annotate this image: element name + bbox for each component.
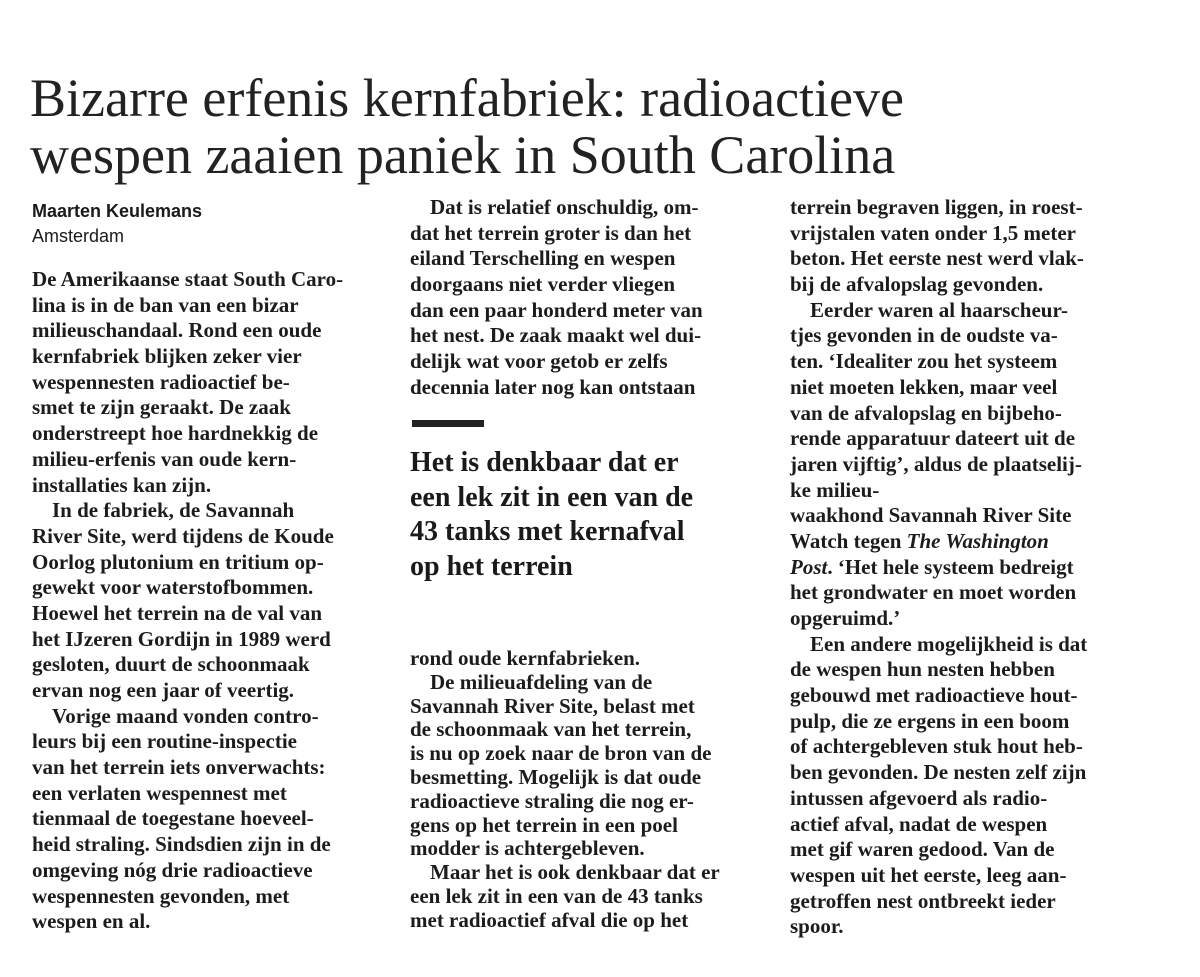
- text-line: [32, 678, 343, 704]
- text-line: [32, 832, 343, 858]
- text-line: [790, 375, 1087, 401]
- text-line-content: eiland Terschelling en wespen: [410, 246, 676, 271]
- text-line: [32, 652, 343, 678]
- text-line: [410, 790, 720, 814]
- text-line-content: Watch tegen: [790, 528, 907, 553]
- text-line-content: milieu-erfenis van oude kern-: [32, 446, 297, 471]
- text-line-content: niet moeten lekken, maar veel: [790, 374, 1058, 399]
- text-line-content: terrein begraven liggen, in roest-: [790, 195, 1083, 219]
- italic-title: The Washington: [906, 528, 1049, 553]
- text-line: [410, 695, 720, 719]
- text-line-content: Savannah River Site, belast met: [410, 693, 695, 718]
- text-line: [410, 718, 720, 742]
- text-line-content: spoor.: [790, 914, 844, 939]
- text-line-content: opgeruimd.’: [790, 606, 901, 630]
- text-line-content: waakhond Savannah River Site: [790, 503, 1072, 528]
- text-line: [32, 550, 343, 576]
- text-line: [410, 671, 720, 695]
- text-line-content: een lek zit in een van de 43 tanks: [410, 883, 703, 908]
- text-line-content: wespen en al.: [32, 909, 151, 934]
- text-line-content: De milieuafdeling van de: [430, 669, 653, 694]
- headline: [30, 70, 904, 184]
- text-line: [790, 683, 1087, 709]
- text-line: [790, 246, 1087, 272]
- text-line-content: Een andere mogelijkheid is dat: [810, 631, 1088, 656]
- text-line: [410, 272, 703, 298]
- text-line: [410, 221, 703, 247]
- text-line: [790, 221, 1087, 247]
- text-line-content: Vorige maand vonden contro-: [52, 703, 319, 728]
- text-line-content: wespennesten gevonden, met: [32, 883, 290, 908]
- text-line-content: rende apparatuur dateert uit de: [790, 426, 1076, 451]
- article-column-3: [790, 195, 1087, 940]
- text-line: [32, 884, 343, 910]
- text-line-content: ke milieu-: [790, 477, 880, 502]
- text-line-content: River Site, werd tijdens de Koude: [32, 523, 334, 548]
- text-line: [790, 555, 1087, 581]
- article-column-1: [32, 267, 343, 935]
- text-line-content: jaren vijftig’, aldus de plaatselij-: [790, 451, 1082, 476]
- text-line-content: bij de afvalopslag gevonden.: [790, 272, 1044, 297]
- text-line: [790, 734, 1087, 760]
- text-line: [410, 861, 720, 885]
- text-line: [790, 914, 1087, 940]
- text-line: [32, 704, 343, 730]
- text-line: [790, 657, 1087, 683]
- text-line: [410, 909, 720, 933]
- text-line: [32, 473, 343, 499]
- text-line: [790, 452, 1087, 478]
- text-line: [790, 478, 1087, 504]
- text-line-content: van het terrein iets onverwachts:: [32, 755, 326, 780]
- text-line-content: actief afval, nadat de wespen: [790, 811, 1048, 836]
- text-line: [790, 195, 1087, 221]
- text-line: [790, 580, 1087, 606]
- text-line: [410, 814, 720, 838]
- text-line-content: getroffen nest ontbreekt ieder: [790, 888, 1056, 913]
- pull-quote-rule: [412, 420, 484, 427]
- text-line-content: delijk wat voor getob er zelfs: [410, 349, 668, 374]
- text-line: [32, 447, 343, 473]
- text-line: [32, 267, 343, 293]
- text-line-content: gens op het terrein in een poel: [410, 812, 678, 837]
- text-line-content: een verlaten wespennest met: [32, 780, 287, 805]
- text-line-content: pulp, die ze ergens in een boom: [790, 708, 1070, 733]
- text-line: [790, 632, 1087, 658]
- text-line: [32, 421, 343, 447]
- text-line: [790, 272, 1087, 298]
- text-line: [32, 858, 343, 884]
- text-line-content: dat het terrein groter is dan het: [410, 220, 692, 245]
- text-line-content: van de afvalopslag en bijbeho-: [790, 400, 1062, 425]
- text-line: [32, 344, 343, 370]
- text-line: [410, 298, 703, 324]
- text-line: [790, 786, 1087, 812]
- text-line-content: wespennesten radioactief be-: [32, 369, 290, 394]
- text-line-content: doorgaans niet verder vliegen: [410, 272, 676, 297]
- text-line-content: rond oude kernfabrieken.: [410, 646, 641, 670]
- text-line-content: ten. ‘Idealiter zou het systeem: [790, 349, 1058, 374]
- text-line-content: De Amerikaanse staat South Caro-: [32, 267, 344, 291]
- text-line-content: vrijstalen vaten onder 1,5 meter: [790, 220, 1076, 245]
- text-line: [410, 647, 720, 671]
- text-line: [790, 323, 1087, 349]
- text-line-content: de wespen hun nesten hebben: [790, 657, 1055, 682]
- text-line-content: gewekt voor waterstofbommen.: [32, 575, 314, 600]
- text-line: [410, 323, 703, 349]
- text-line-content: Oorlog plutonium en tritium op-: [32, 549, 324, 574]
- text-line: [32, 524, 343, 550]
- text-line-content: Maar het is ook denkbaar dat er: [430, 860, 720, 885]
- text-line: [410, 766, 720, 790]
- text-line: [410, 246, 703, 272]
- headline-line-2: wespen zaaien paniek in South Carolina: [30, 125, 896, 186]
- text-line: [790, 837, 1087, 863]
- text-line-content: met radioactief afval die op het: [410, 907, 689, 932]
- text-line-content: het IJzeren Gordijn in 1989 werd: [32, 626, 331, 651]
- article-column-2-bottom: [410, 647, 720, 933]
- author-name: Maarten Keulemans: [32, 201, 203, 221]
- text-line-content: gebouwd met radioactieve hout-: [790, 683, 1078, 708]
- text-line-content: . ‘Het hele systeem bedreigt: [827, 554, 1074, 579]
- text-line-content: tienmaal de toegestane hoeveel-: [32, 806, 314, 831]
- text-line-content: het grondwater en moet worden: [790, 580, 1077, 605]
- text-line: [790, 349, 1087, 375]
- text-line-content: In de fabriek, de Savannah: [52, 498, 295, 523]
- text-line-content: milieuschandaal. Rond een oude: [32, 318, 322, 343]
- text-line-content: dan een paar honderd meter van: [410, 297, 703, 322]
- article-column-2-top: [410, 195, 703, 401]
- text-line: [32, 293, 343, 319]
- headline-line-1: Bizarre erfenis kernfabriek: radioactieve: [30, 68, 904, 129]
- text-line-content: ervan nog een jaar of veertig.: [32, 678, 295, 702]
- text-line: [32, 575, 343, 601]
- text-line-content: modder is achtergebleven.: [410, 836, 645, 861]
- text-line: [790, 401, 1087, 427]
- pull-quote-line: 43 tanks met kernafval: [410, 516, 685, 547]
- text-line-content: kernfabriek blijken zeker vier: [32, 344, 302, 369]
- text-line: [790, 606, 1087, 632]
- text-line-content: smet te zijn geraakt. De zaak: [32, 395, 291, 420]
- text-line-content: het nest. De zaak maakt wel dui-: [410, 323, 702, 348]
- text-line-content: Eerder waren al haarscheur-: [810, 297, 1068, 322]
- text-line-content: intussen afgevoerd als radio-: [790, 785, 1048, 810]
- text-line: [410, 885, 720, 909]
- text-line: [32, 601, 343, 627]
- text-line-content: heid straling. Sindsdien zijn in de: [32, 832, 331, 857]
- text-line: [410, 742, 720, 766]
- text-line-content: leurs bij een routine-inspectie: [32, 729, 298, 754]
- text-line: [32, 498, 343, 524]
- text-line: [790, 812, 1087, 838]
- text-line: [790, 503, 1087, 529]
- text-line: [32, 755, 343, 781]
- text-line-content: gesloten, duurt de schoonmaak: [32, 652, 310, 677]
- text-line: [790, 426, 1087, 452]
- text-line: [32, 729, 343, 755]
- text-line-content: radioactieve straling die nog er-: [410, 788, 694, 813]
- text-line-content: wespen uit het eerste, leeg aan-: [790, 862, 1067, 887]
- text-line: [32, 909, 343, 935]
- text-line-content: met gif waren gedood. Van de: [790, 837, 1055, 862]
- text-line: [32, 781, 343, 807]
- text-line: [32, 806, 343, 832]
- text-line: [790, 709, 1087, 735]
- text-line: [410, 349, 703, 375]
- text-line: [32, 395, 343, 421]
- byline: [32, 199, 202, 249]
- pull-quote-line: Het is denkbaar dat er: [410, 447, 679, 478]
- text-line-content: Dat is relatief onschuldig, om-: [430, 195, 699, 219]
- text-line: [410, 837, 720, 861]
- text-line-content: de schoonmaak van het terrein,: [410, 717, 692, 742]
- text-line: [790, 760, 1087, 786]
- text-line-content: tjes gevonden in de oudste va-: [790, 323, 1058, 348]
- text-line-content: is nu op zoek naar de bron van de: [410, 741, 712, 766]
- text-line: [790, 889, 1087, 915]
- text-line-content: beton. Het eerste nest werd vlak-: [790, 246, 1084, 271]
- text-line: [410, 195, 703, 221]
- text-line: [790, 863, 1087, 889]
- text-line: [790, 298, 1087, 324]
- text-line-content: Hoewel het terrein na de val van: [32, 600, 323, 625]
- text-line-content: installaties kan zijn.: [32, 472, 212, 497]
- pull-quote: [410, 446, 693, 584]
- text-line: [32, 370, 343, 396]
- text-line-content: onderstreept hoe hardnekkig de: [32, 421, 319, 446]
- pull-quote-line: op het terrein: [410, 550, 573, 582]
- text-line-content: of achtergebleven stuk hout heb-: [790, 734, 1083, 759]
- text-line-content: omgeving nóg drie radioactieve: [32, 857, 313, 882]
- text-line: [790, 529, 1087, 555]
- text-line-content: besmetting. Mogelijk is dat oude: [410, 764, 702, 789]
- text-line: [32, 318, 343, 344]
- pull-quote-line: een lek zit in een van de: [410, 481, 694, 513]
- text-line-content: decennia later nog kan ontstaan: [410, 374, 696, 399]
- dateline-location: Amsterdam: [32, 226, 125, 246]
- italic-title: Post: [790, 554, 828, 579]
- text-line-content: lina is in de ban van een bizar: [32, 292, 299, 317]
- text-line: [410, 375, 703, 401]
- text-line: [32, 627, 343, 653]
- text-line-content: ben gevonden. De nesten zelf zijn: [790, 760, 1087, 785]
